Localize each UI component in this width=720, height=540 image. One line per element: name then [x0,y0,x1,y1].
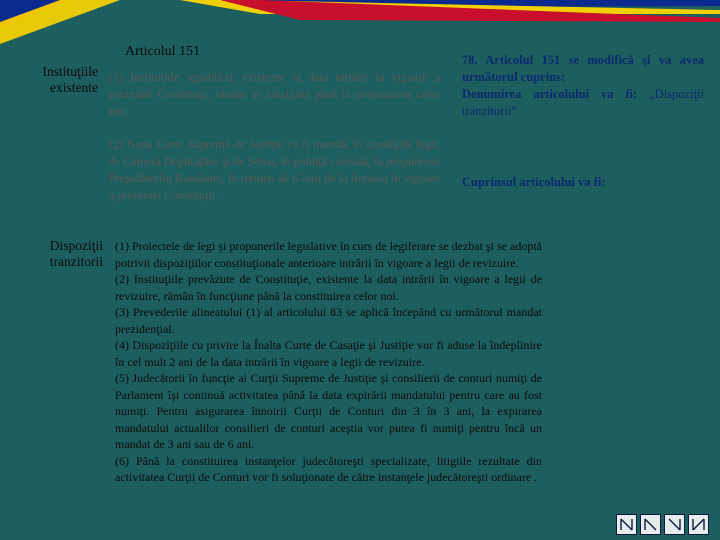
amendment-title-label: Denumirea articolului va fi: [462,87,638,101]
article-paragraph-2: (2) Noua Curte Supremă de Justiţie va fi numită, în condiţiile legii, de Camera Deputaţilor şi de Senat, în şedinţă comună, la propunerea Preşedintelui României, în termen de 6 luni de la întrarea în vigoare a prezentei Constituţii. [109,137,440,202]
provision-3: (3) Prevederile alineatului (1) al articolului 83 se aplică începând cu următorul mandat prezidenţial. [115,305,542,336]
article-title: Articolul 151 [125,44,201,59]
provision-2: (2) Instituţiile prevăzute de Constituţie, existente la data intrării în vigoare a legii de revizuire, rămân în funcţiune până la constituirea celor noi. [115,272,542,303]
first-page-icon [619,517,634,532]
provision-5: (5) Judecătorii în funcţie ai Curţii Supreme de Justiţie şi consilierii de conturi numiţi de Parlament îşi continuă activitatea până la data expirării mandatului pentru care au fost numiţi. Pentru asigurarea înnoirii Curţii de Conturi din 3 în 3 ani, la expirarea mandatului actualilor consilieri de conturi aceştia vor putea fi numiţi pentru încă un mandat de 3 ani sau de 6 ani. [115,371,542,451]
next-page-button[interactable] [664,514,685,535]
first-page-button[interactable] [616,514,637,535]
next-page-icon [667,517,682,532]
last-page-button[interactable] [688,514,709,535]
last-page-icon [691,517,706,532]
amendment-note [462,52,704,120]
provision-4: (4) Dispoziţiile cu privire la Înalta Curte de Casaţie şi Justiţie vor fi aduse la îndeplinire în cel mult 2 ani de la data intrării în vigoare a legii de revizuire. [115,338,542,369]
previous-page-button[interactable] [640,514,661,535]
article-paragraph-1: (1) Instituţiile republicii, existente la data intrării în vigoare a prezentei Constituţii, rămân în funcţiune până la constituirea celor noi. [109,70,440,118]
transitional-provisions-text [115,238,542,486]
decorative-corner-stripes [0,0,720,60]
amendment-heading: 78. Articolul 151 se modifică şi va avea următorul cuprins: [462,53,704,84]
provision-6: (6) Până la constituirea instanţelor judecătoreşti specializate, litigiile rezultate din activitatea Curţii de Conturi vor fi soluţionate de către instanţele judecătoreşti ordinare . [115,453,542,484]
content-label: Cuprinsul articolului va fi: [462,175,606,189]
section-label-existing-institutions: Instituţiile existente [42,64,98,95]
previous-page-icon [643,517,658,532]
section-label-transitional-provisions: Dispoziţii tranzitorii [49,238,103,269]
provision-1: (1) Proiectele de legi şi propunerile legislative în curs de legiferare se dezbat şi se adoptă potrivit dispoziţiilor constituţionale anterioare intrării în vigoare a legii de revizuire. [115,239,542,270]
slide-navigation [616,514,709,535]
amendment-title-value: „Dispoziţii tranzitorii” [462,87,704,118]
